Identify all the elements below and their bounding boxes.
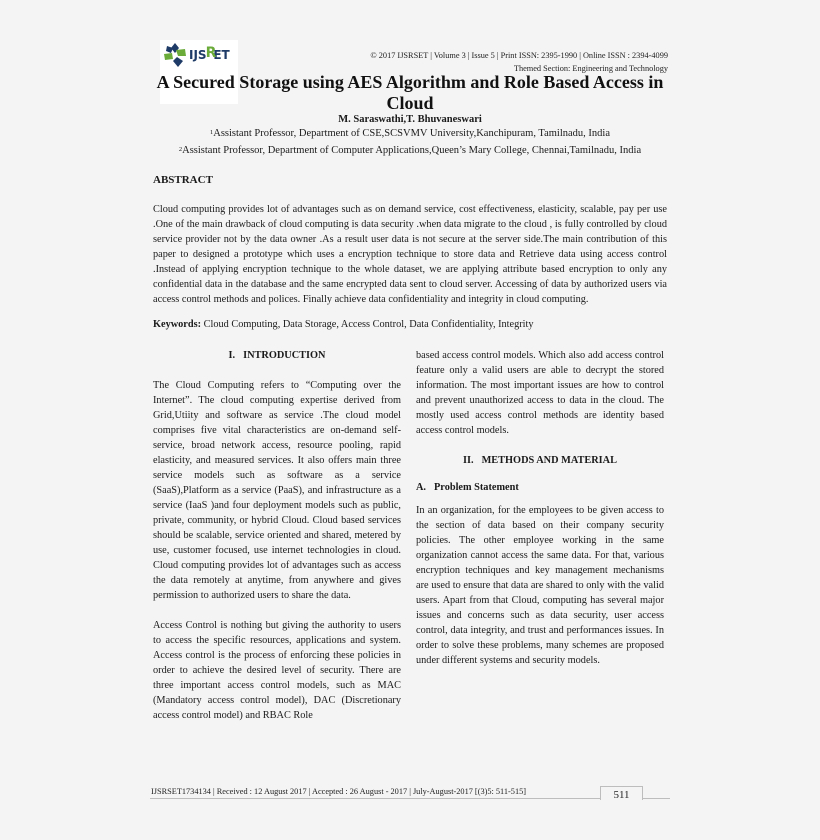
journal-logo [162, 42, 242, 68]
affiliation-marker: 1 [210, 129, 214, 136]
intro-paragraph-2: Access Control is nothing but giving the authority to users to access the specific resources, applications and system. Access control is the process of enforcing these policies in order to achieve the desired level of security. There are three important access control models, such as MAC (Mandatory access control model), DAC (Discretionary access control model) and RBAC Role [153, 620, 401, 721]
left-column [153, 348, 401, 723]
intro-paragraph-2-continued: based access control models. Which also add access control feature only a valid users are able to decrypt the stored information. The most important issues are how to control and prevent unauthorized access to data in the cloud. The mostly used access control methods are identity based access control models. [416, 350, 664, 436]
abstract-heading: ABSTRACT [153, 174, 213, 186]
problem-statement-paragraph: In an organization, for the employees to be given access to the section of data based on their company security policies. The other employee working in the same organization cannot access the same data. For that, various encryption techniques and key management mechanisms are used to ensure that data are shared to only with the valid users. Apart from that Cloud, computing has several major issues and concerns such as data security, user access control, data integrity, and trust and performances issues. In order to solve these problems, many schemes are proposed under different systems and security models. [416, 505, 664, 666]
section-heading-introduction: I. INTRODUCTION [228, 350, 326, 361]
footer-citation: IJSRSET1734134 | Received : 12 August 2017 | Accepted : 26 August - 2017 | July-August-2017 [(3)5: 511-515] [151, 787, 527, 796]
paper-title: A Secured Storage using AES Algorithm and Role Based Access in Cloud [156, 72, 664, 113]
footer-divider-right [642, 798, 670, 799]
intro-paragraph-1: The Cloud Computing refers to “Computing over the Internet”. The cloud computing expertise derived from Grid,Utiity and software as service .The cloud model comprises five vital characteristics are on-demand self-service, broad network access, resource pooling, rapid elasticity, and measured services. It also offers main three service models such as software as a service (SaaS),Platform as a service (PaaS), and infrastructure as a service (IaaS )and four deployment models such as public, private, community, or hybrid Cloud. Cloud based services should be scalable, service oriented and shared, metered by use, customer focused, use internet technologies in cloud. Cloud computing provides lot of advantages such as access the data remotely at anytime, from anywhere and gives permission to authorized users to share the data. [153, 380, 401, 601]
section-heading-methods: II. METHODS AND MATERIAL [463, 455, 617, 466]
ijsrset-logo-icon [162, 42, 188, 68]
keywords-label: Keywords: [153, 319, 202, 330]
logo-wordmark: IJSRET [189, 45, 230, 62]
abstract-body: Cloud computing provides lot of advantages such as on demand service, cost effectiveness, elasticity, scalable, pay per use .One of the main drawback of cloud computing is data security .when data migrate to the cloud , is fully controlled by cloud service provider not by the data owner .As a result user data is not secure at the server side.The main contribution of this paper to designed a prototype which uses a encryption technique to store data and Retrieve data using access control .Instead of applying encryption technique to the whole dataset, we are applying attribute based encryption to only any confidential data in the database and the same encrypted data sent to cloud server. Accessing of data by authorized users via access control methods and polices. Finally achieve data confidentiality and integrity in cloud computing. [153, 204, 667, 305]
author-affiliation-1: $^1$Assistant Professor, Department of CSE,SCSVMV University,Kanchipuram, Tamilnadu, India [210, 128, 610, 139]
page-number: 511 [600, 786, 643, 800]
author-affiliation-2: $^2$Assistant Professor, Department of Computer Applications,Queen’s Mary College, Chennai,Tamilnadu, India [178, 145, 642, 156]
right-column [416, 348, 664, 668]
keywords [153, 317, 667, 332]
affiliation-marker: 2 [178, 146, 183, 153]
footer-divider [150, 798, 600, 799]
themed-section-line: Themed Section: Engineering and Technology [513, 64, 668, 73]
paper-authors: M. Saraswathi,T. Bhuvaneswari [338, 114, 482, 125]
journal-issn-line: © 2017 IJSRSET | Volume 3 | Issue 5 | Print ISSN: 2395-1990 | Online ISSN : 2394-4099 [370, 51, 668, 60]
subsection-heading-problem-statement: A. Problem Statement [416, 482, 519, 493]
keywords-list: Cloud Computing, Data Storage, Access Control, Data Confidentiality, Integrity [201, 319, 534, 330]
